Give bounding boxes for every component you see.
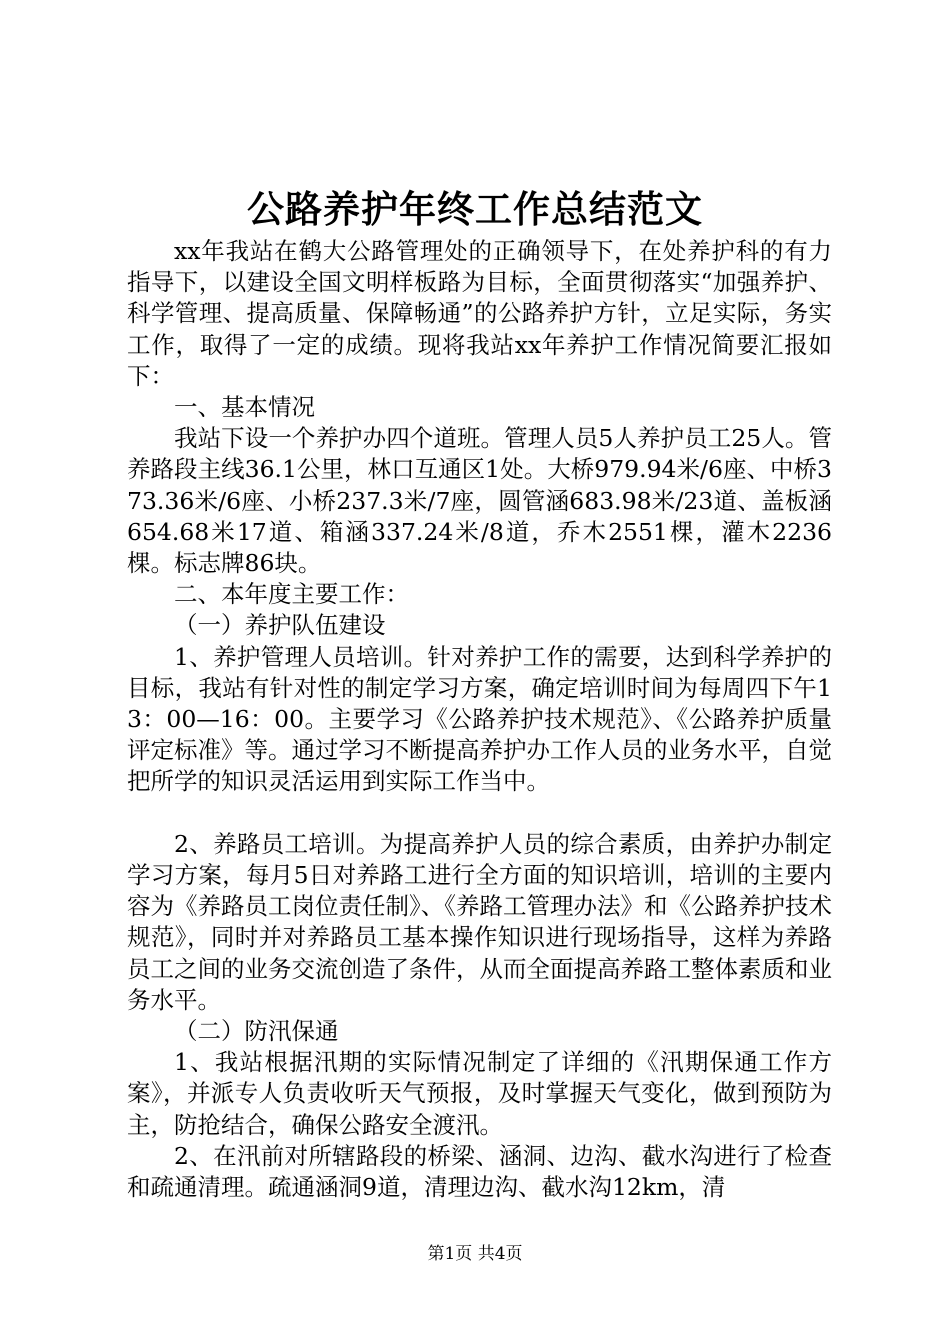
document-body — [127, 236, 832, 1203]
subheading-team-building: （一）养护队伍建设 — [174, 611, 386, 640]
heading-basic-situation: 一、基本情况 — [174, 393, 315, 422]
heading-main-work: 二、本年度主要工作： — [174, 580, 409, 609]
paragraph-manager-training: 1、养护管理人员培训。针对养护工作的需要，达到科学养护的目标，我站有针对性的制定学习方案，确定培训时间为每周四下午13：00—16：00。主要学习《公路养护技术规范》、《公路养护质量评定标准》等。通过学习不断提高养护办工作人员的业务水平，自觉把所学的知识灵活运用到实际工作当中。 — [127, 642, 832, 796]
subheading-flood-control: （二）防汛保通 — [174, 1017, 339, 1046]
paragraph-drainage-check: 2、在汛前对所辖路段的桥梁、涵洞、边沟、截水沟进行了检查和疏通清理。疏通涵洞9道，清理边沟、截水沟12km，清 — [127, 1141, 832, 1202]
document-title: 公路养护年终工作总结范文 — [247, 187, 703, 231]
page-number-footer: 第1页 共4页 — [427, 1244, 523, 1264]
paragraph-flood-plan: 1、我站根据汛期的实际情况制定了详细的《汛期保通工作方案》，并派专人负责收听天气预报，及时掌握天气变化，做到预防为主，防抢结合，确保公路安全渡汛。 — [127, 1048, 832, 1139]
paragraph-worker-training: 2、养路员工培训。为提高养护人员的综合素质，由养护办制定学习方案，每月5日对养路工进行全方面的知识培训，培训的主要内容为《养路员工岗位责任制》、《养路工管理办法》和《公路养护技术规范》，同时并对养路员工基本操作知识进行现场指导，这样为养路员工之间的业务交流创造了条件，从而全面提高养路工整体素质和业务水平。 — [127, 829, 832, 1014]
paragraph-intro: xx年我站在鹤大公路管理处的正确领导下，在处养护科的有力指导下，以建设全国文明样板路为目标，全面贯彻落实“加强养护、科学管理、提高质量、保障畅通”的公路养护方针，立足实际，务实工作，取得了一定的成绩。现将我站xx年养护工作情况简要汇报如下： — [127, 237, 832, 390]
paragraph-basic-situation: 我站下设一个养护办四个道班。管理人员5人养护员工25人。管养路段主线36.1公里，林口互通区1处。大桥979.94米/6座、中桥373.36米/6座、小桥237.3米/7座，圆管涵683.98米/23道、盖板涵654.68米17道、箱涵337.24米/8道，乔木2551棵，灌木2236棵。标志牌86块。 — [127, 424, 832, 578]
